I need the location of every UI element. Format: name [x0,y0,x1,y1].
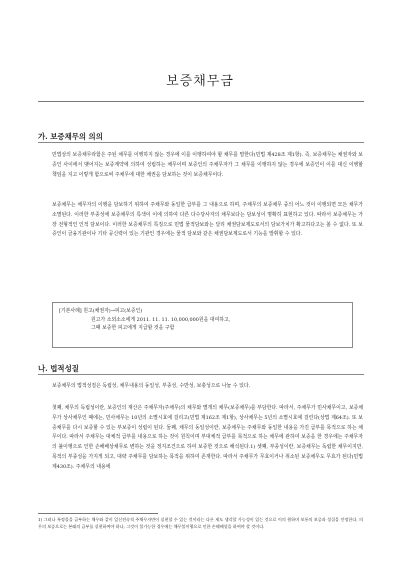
paragraph-details: 첫째, 채무의 독립성이란, 보증인의 재산은 주채무자(주채무)의 채무와 별개의 채무(보증채무)를 부담한다. 따라서, 주채무가 민사채무이고, 보증채무가 상사채무인 때에는, 민사채무는 10년의 소멸시효에 걸리고(민법 제162조 제1항), 상사채무는 5년의 소멸시효에 걸린다(상법 제64조). 또 보증채무를 다시 보증할 수 있는 부보증이 성립이 된다. 둘째, 채무의 동일성이란, 보증채무는 주채무와 동일한 내용을 가진 급부를 목적으로 하는 채무이다. 따라서 주채무는 대체적 급부를 내용으로 하는 것이 원칙이며 부대체적 급부를 목적으로 하는 채무에 관하여 보증을 한 경우에는 주채무자의 불이행으로 인한 손해배상채무로 변하는 것을 정지조건으로 하여 보증한 것으로 해석된다.1) 셋째, 부종성이란, 보증채무는 독립한 채무이지만, 목적의 부종성을 가지게 되고, 대략 주채무를 담보하는 목적을 위하여 존재한다. 따라서 주채무가 무효이거나 취소된 보증채무도 무효가 된다(민법 제430조). 주채무의 내용에 [52,405,363,470]
paragraph-characteristics: 보증채무는 채무자의 이행을 담보하기 위하여 주채무와 동일한 급부를 그 내용으로 하며, 주채무의 보증채무 중의 어느 것이 이행되면 모든 채무가 소멸된다. 이러한 부종성에 보증채무의 특색이 이에 의하여 다른 다수당사자의 채무보다는 담보성이 명확히 표현하고 있다. 따라서 보증채무는 가장 전형적인 인적 담보이다. 이러한 보증채무의 특징으로 민법 물적담보와는 달리 채권담보제도로서의 담보가치가 확고하다고는 볼 수 없다. 또 보증인이 금융기관이나 기타 공신력이 있는 기관인 경우에는 물적 담보와 같은 채권담보제도로서 기능을 발휘할 수 있다. [52,202,363,238]
example-box [52,302,353,348]
section-divider [38,142,364,143]
footnote: 1) 그러나 특정물을 급부하는 채무와 같이 일신전속적 주채무자만이 실현할 수 있는 것이라는 다른 제도 생각할 가능성이 있는 것으로 이의 원하며 보통의 보증과 성질을 인정한다, 의무의 보증으로는 본래의 급부를 실현하여야 하나, 그것이 불가능한 경우에는 채무불이행으로 인한 손해배상을 하여야 할 것이다. [38,517,363,530]
paragraph-definition: 민법상의 보증채무라함은 주된 채무를 이행하지 않는 경우에 이를 이행하여야 할 채무를 말한다(민법 제428조 제1항). 즉, 보증채무는 채권자와 보증인 사이에서 맺어지는 보증계약에 의하여 성립하는 채무이며 보증인의 주채무자가 그 채무를 이행하지 않는 경우에 보증인이 이를 대신 이행할 책임을 지고 이렇게 함으로써 주채무에 대한 채권을 담보하는 것이 보증채무이다. [52,152,363,178]
section-divider [38,374,364,375]
title-divider [38,101,364,102]
page-title: 보증채무금 [166,74,234,89]
example-label: [기본사례] 원고(채권자)→피고(보증인) [59,308,143,314]
section-heading-legal-nature: 나. 법적성질 [38,364,79,373]
footnote-divider [38,513,158,514]
example-line: 원고가 소외소소에게 2011. 11. 11. 10,000,000원을 대여하고, [91,316,231,323]
paragraph-overview: 보증채무의 법적성질은 독립성, 채무내용의 동일성, 부종성, 수반성, 보충성으로 나눌 수 있다. [52,383,251,389]
section-heading-meaning: 가. 보증채무의 의의 [38,132,103,141]
example-line: 그때 보증한 피고에게 지급할 것을 구함 [91,325,175,332]
